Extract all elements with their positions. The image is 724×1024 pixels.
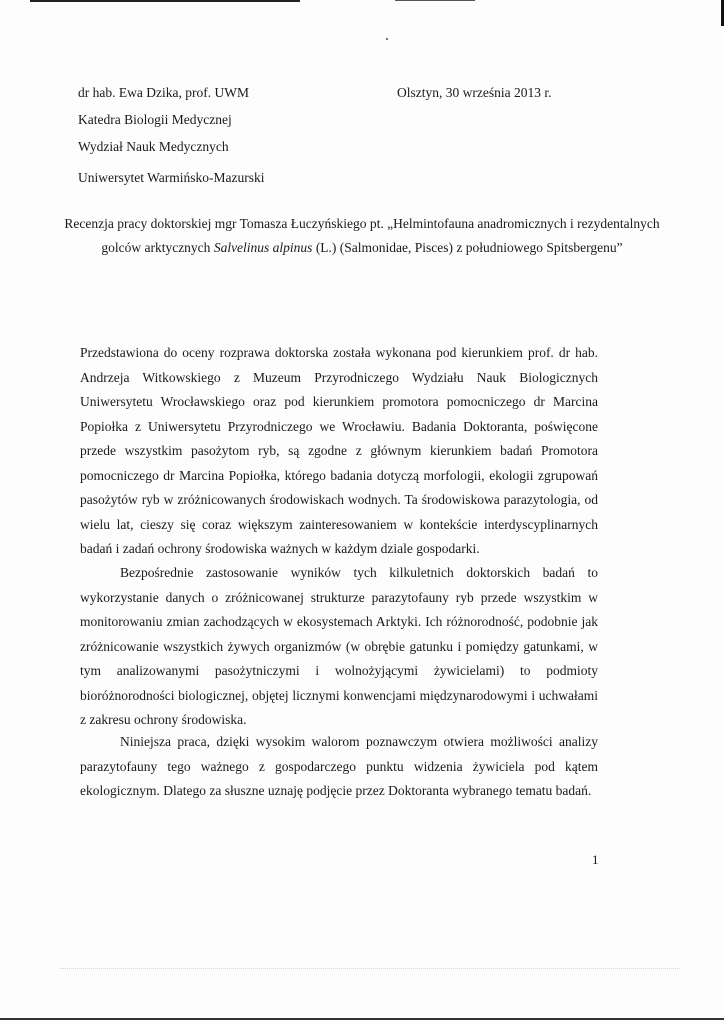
scan-artifact-top-short	[395, 0, 475, 1]
scan-artifact-dotted	[60, 968, 680, 969]
scan-artifact-dot	[386, 38, 388, 40]
place-date: Olsztyn, 30 września 2013 r.	[397, 85, 552, 100]
page-number: 1	[592, 852, 599, 867]
scan-artifact-bottom	[0, 1018, 724, 1020]
sender-name: dr hab. Ewa Dzika, prof. UWM	[78, 85, 249, 100]
title-part-1: Recenzja pracy doktorskiej mgr Tomasza Łuczyńskiego pt. „Helmintofauna anadromicznych i rezydentalnych golców arktycznych	[64, 216, 660, 255]
sender-university: Uniwersytet Warmińsko-Mazurski	[78, 170, 265, 185]
paragraph-3: Niniejsza praca, dzięki wysokim walorom poznawczym otwiera możliwości analizy parazytofauny tego ważnego z gospodarczego punktu widzenia żywiciela pod kątem ekologicznym. Dlatego za słuszne uznaję podjęcie przez Doktoranta wybranego tematu badań.	[80, 734, 598, 798]
sender-department: Katedra Biologii Medycznej	[78, 112, 232, 127]
scan-artifact-top	[30, 0, 300, 2]
paragraph-1: Przedstawiona do oceny rozprawa doktorska została wykonana pod kierunkiem prof. dr hab. Andrzeja Witkowskiego z Muzeum Przyrodniczego Wydziału Nauk Biologicznych Uniwersytetu Wrocławskiego oraz pod kierunkiem promotora pomocniczego dr Marcina Popiołka z Uniwersytetu Przyrodniczego we Wrocławiu. Badania Doktoranta, poświęcone przede wszystkim pasożytom ryb, są zgodne z głównym kierunkiem badań Promotora pomocniczego dr Marcina Popiołka, którego badania dotyczą morfologii, ekologii zgrupowań pasożytów ryb w zróżnicowanych środowiskach wodnych. Ta środowiskowa parazytologia, od wielu lat, cieszy się coraz większym zainteresowaniem w kontekście interdyscyplinarnych badań i zadań ochrony środowiska ważnych w każdym dziale gospodarki.	[80, 345, 598, 556]
title-part-2: (L.) (Salmonidae, Pisces) z południowego Spitsbergenu”	[312, 240, 623, 255]
review-title	[60, 212, 664, 260]
title-species: Salvelinus alpinus	[213, 240, 313, 255]
sender-faculty: Wydział Nauk Medycznych	[78, 139, 229, 154]
sender-block	[78, 81, 265, 189]
paragraph-2: Bezpośrednie zastosowanie wyników tych kilkuletnich doktorskich badań to wykorzystanie danych o zróżnicowanej strukturze parazytofauny ryb przede wszystkim w monitorowaniu zmian zachodzących w ekosystemach Arktyki. Ich różnorodność, podobnie jak zróżnicowanie wszystkich żywych organizmów (w obrębie gatunku i pomiędzy gatunkami, w tym analizowanymi pasożytniczymi i wolnożyjącymi żywicielami) to podmioty bioróżnorodności biologicznej, objętej licznymi konwencjami międzynarodowymi i uchwałami z zakresu ochrony środowiska.	[80, 565, 598, 727]
